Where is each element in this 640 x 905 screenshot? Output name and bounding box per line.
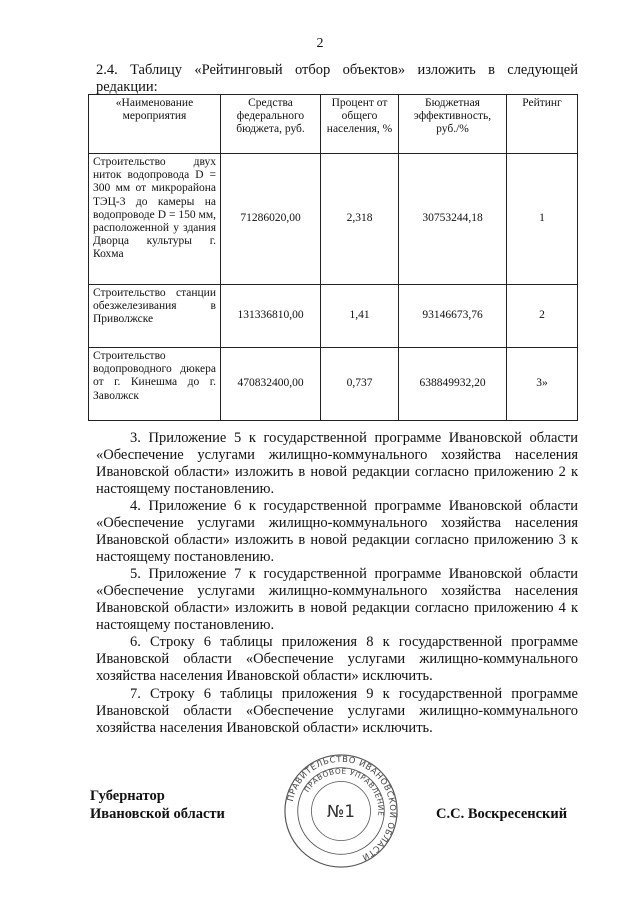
cell-name: Строительство водопроводного дюкера от г. Кинешма до г. Заволжск — [89, 348, 221, 421]
cell-population-percent: 2,318 — [321, 154, 399, 285]
signature-title-line2: Ивановской области — [90, 806, 225, 822]
cell-budget-efficiency: 638849932,20 — [399, 348, 507, 421]
cell-budget-efficiency: 30753244,18 — [399, 154, 507, 285]
cell-population-percent: 0,737 — [321, 348, 399, 421]
cell-rating: 1 — [507, 154, 578, 285]
signature-title-line1: Губернатор — [90, 788, 165, 804]
stamp-outer-text: ПРАВИТЕЛЬСТВО ИВАНОВСКОЙ ОБЛАСТИ — [284, 753, 399, 864]
stamp-inner-text: ПРАВОВОЕ УПРАВЛЕНИЕ — [302, 766, 386, 817]
header-name: «Наименование мероприятия — [89, 95, 221, 154]
signature-title — [90, 787, 225, 823]
intro-paragraph: 2.4. Таблицу «Рейтинговый отбор объектов» изложить в следующей редакции: — [96, 62, 578, 95]
cell-budget-efficiency: 93146673,76 — [399, 285, 507, 348]
paragraph-4: 4. Приложение 6 к государственной программе Ивановской области «Обеспечение услугами жилищно-коммунального хозяйства населения Ивановской области» изложить в новой редакции согласно приложению 3 к настоящему постановлению. — [96, 498, 578, 565]
signature-name: С.С. Воскресенский — [436, 806, 568, 822]
header-population-percent: Процент от общего населения, % — [321, 95, 399, 154]
rating-table — [88, 94, 578, 421]
table-header-row — [89, 95, 578, 154]
paragraph-6: 6. Строку 6 таблицы приложения 8 к государственной программе Ивановской области «Обеспечение услугами жилищно-коммунального хозяйства населения Ивановской области» исключить. — [96, 634, 578, 684]
page-number: 2 — [316, 36, 324, 51]
cell-rating: 2 — [507, 285, 578, 348]
stamp-center-text: №1 — [327, 800, 355, 821]
header-rating: Рейтинг — [507, 95, 578, 154]
cell-rating: 3» — [507, 348, 578, 421]
cell-federal-budget: 71286020,00 — [221, 154, 321, 285]
cell-federal-budget: 470832400,00 — [221, 348, 321, 421]
cell-name: Строительство двух ниток водопровода D = 300 мм от микрорайона ТЭЦ-3 до камеры на водопроводе D = 150 мм, расположенной у здания Дворца культуры г. Кохма — [89, 154, 221, 285]
table-row — [89, 348, 578, 421]
cell-name: Строительство станции обезжелезивания в Приволжске — [89, 285, 221, 348]
paragraph-7: 7. Строку 6 таблицы приложения 9 к государственной программе Ивановской области «Обеспечение услугами жилищно-коммунального хозяйства населения Ивановской области» исключить. — [96, 686, 578, 736]
cell-population-percent: 1,41 — [321, 285, 399, 348]
cell-federal-budget: 131336810,00 — [221, 285, 321, 348]
header-federal-budget: Средства федерального бюджета, руб. — [221, 95, 321, 154]
paragraph-3: 3. Приложение 5 к государственной программе Ивановской области «Обеспечение услугами жилищно-коммунального хозяйства населения Ивановской области» изложить в новой редакции согласно приложению 2 к настоящему постановлению. — [96, 430, 578, 497]
official-stamp — [282, 752, 400, 870]
table-row — [89, 154, 578, 285]
header-budget-efficiency: Бюджетная эффективность, руб./% — [399, 95, 507, 154]
table-row — [89, 285, 578, 348]
paragraph-5: 5. Приложение 7 к государственной программе Ивановской области «Обеспечение услугами жилищно-коммунального хозяйства населения Ивановской области» изложить в новой редакции согласно приложению 4 к настоящему постановлению. — [96, 566, 578, 633]
